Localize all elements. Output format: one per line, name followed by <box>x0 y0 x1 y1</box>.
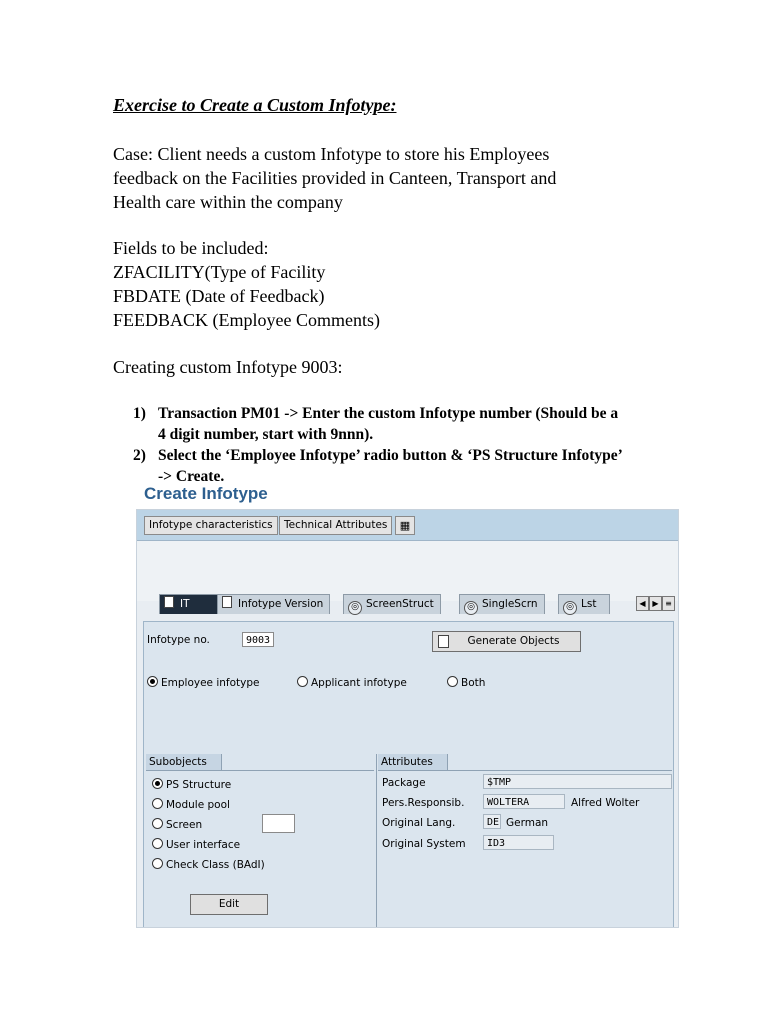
screen-title: Create Infotype <box>144 484 268 503</box>
radio-icon <box>152 838 163 849</box>
language-name: German <box>506 817 549 829</box>
radio-label: Applicant infotype <box>311 677 407 689</box>
tab-list-icon[interactable]: ≡ <box>662 596 675 611</box>
steps-list <box>133 403 623 487</box>
list-item <box>133 403 623 445</box>
attributes-group-header <box>378 754 672 771</box>
fields-line: Fields to be included: <box>113 238 269 258</box>
tab-label: SingleScrn <box>482 598 538 610</box>
radio-icon <box>447 676 458 687</box>
fields-line: ZFACILITY(Type of Facility <box>113 262 326 282</box>
fields-paragraph <box>113 236 380 332</box>
infotype-characteristics-button[interactable]: Infotype characteristics <box>144 516 278 535</box>
radio-icon <box>152 858 163 869</box>
tab-scroll-left-icon[interactable]: ◀ <box>636 596 649 611</box>
radio-selected-icon <box>147 676 158 687</box>
radio-label: User interface <box>166 839 241 851</box>
document-icon <box>438 635 449 648</box>
list-item <box>133 445 623 487</box>
tab-content-panel <box>143 621 674 928</box>
original-lang-label: Original Lang. <box>382 817 456 829</box>
user-interface-radio[interactable] <box>152 838 240 851</box>
tab-singlescrn[interactable] <box>459 594 545 614</box>
case-line: Health care within the company <box>113 192 343 212</box>
radio-label: Check Class (BAdI) <box>166 859 265 871</box>
original-lang-field: DE <box>483 814 501 829</box>
document-icon <box>222 596 232 608</box>
screen-radio[interactable] <box>152 818 202 831</box>
original-system-field: ID3 <box>483 835 554 850</box>
responsible-name: Alfred Wolter <box>571 797 640 809</box>
fields-line: FBDATE (Date of Feedback) <box>113 286 325 306</box>
step-number: 1) <box>133 405 146 422</box>
pers-responsible-field: WOLTERA <box>483 794 565 809</box>
step-number: 2) <box>133 447 146 464</box>
generate-objects-button[interactable] <box>432 631 581 652</box>
package-field: $TMP <box>483 774 672 789</box>
subobjects-title: Subobjects <box>146 754 222 770</box>
module-pool-radio[interactable] <box>152 798 230 811</box>
original-system-label: Original System <box>382 838 466 850</box>
step-text: Transaction PM01 -> Enter the custom Infotype number (Should be a <box>158 405 619 422</box>
tab-scroll-right-icon[interactable]: ▶ <box>649 596 662 611</box>
applicant-infotype-radio[interactable] <box>297 676 407 689</box>
employee-infotype-radio[interactable] <box>147 676 260 689</box>
tab-it[interactable] <box>159 594 219 614</box>
tab-screenstruct[interactable] <box>343 594 441 614</box>
group-divider <box>376 754 377 928</box>
case-line: Case: Client needs a custom Infotype to store his Employees <box>113 144 550 164</box>
pers-responsible-label: Pers.Responsib. <box>382 797 465 809</box>
case-paragraph <box>113 142 556 214</box>
application-toolbar <box>137 510 678 541</box>
grid-icon[interactable]: ▦ <box>395 516 415 535</box>
check-class-radio[interactable] <box>152 858 265 871</box>
radio-label: Employee infotype <box>161 677 260 689</box>
attributes-title: Attributes <box>378 754 448 770</box>
infotype-no-label: Infotype no. <box>147 634 210 646</box>
structure-icon: ◎ <box>563 601 577 615</box>
exercise-title: Exercise to Create a Custom Infotype: <box>113 95 397 115</box>
case-line: feedback on the Facilities provided in Canteen, Transport and <box>113 168 557 188</box>
creating-heading: Creating custom Infotype 9003: <box>113 357 343 377</box>
tab-label: IT <box>180 598 190 610</box>
structure-icon: ◎ <box>348 601 362 615</box>
tab-label: Infotype Version <box>238 598 324 610</box>
radio-label: Both <box>461 677 486 689</box>
document-icon <box>164 596 174 608</box>
structure-icon: ◎ <box>464 601 478 615</box>
package-label: Package <box>382 777 426 789</box>
tab-label: ScreenStruct <box>366 598 434 610</box>
subobjects-group-header <box>146 754 374 771</box>
generate-objects-label: Generate Objects <box>467 635 560 647</box>
edit-button[interactable]: Edit <box>190 894 268 915</box>
step-text: 4 digit number, start with 9nnn). <box>158 426 374 443</box>
step-text: -> Create. <box>158 468 225 485</box>
step-text: Select the ‘Employee Infotype’ radio button & ‘PS Structure Infotype’ <box>158 447 623 464</box>
fields-line: FEEDBACK (Employee Comments) <box>113 310 380 330</box>
ps-structure-radio[interactable] <box>152 778 231 791</box>
radio-label: Module pool <box>166 799 230 811</box>
both-radio[interactable] <box>447 676 485 689</box>
tab-strip <box>137 590 678 614</box>
radio-icon <box>297 676 308 687</box>
tab-lst[interactable] <box>558 594 610 614</box>
sap-screen <box>136 509 679 928</box>
tab-label: Lst <box>581 598 597 610</box>
radio-label: Screen <box>166 819 203 831</box>
infotype-no-field[interactable]: 9003 <box>242 632 274 647</box>
radio-label: PS Structure <box>166 779 232 791</box>
tab-infotype-version[interactable] <box>217 594 330 614</box>
radio-icon <box>152 798 163 809</box>
radio-icon <box>152 818 163 829</box>
technical-attributes-button[interactable]: Technical Attributes <box>279 516 392 535</box>
radio-selected-icon <box>152 778 163 789</box>
screen-number-field[interactable] <box>262 814 295 833</box>
